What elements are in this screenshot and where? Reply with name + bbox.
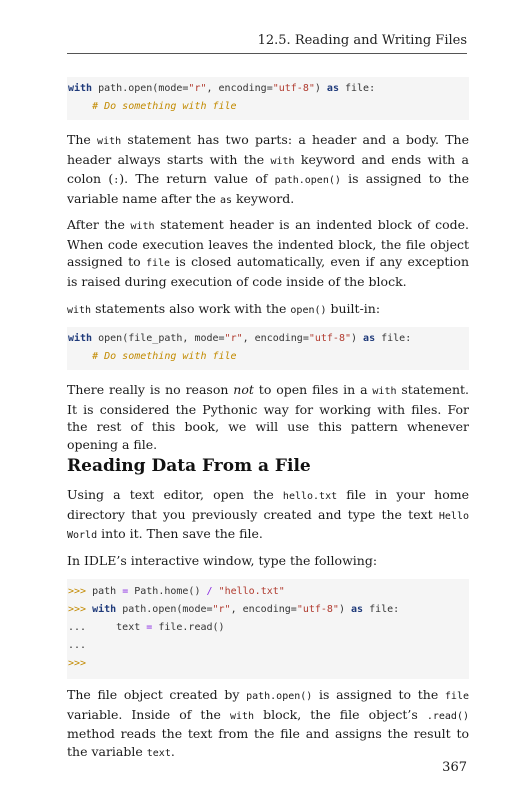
code-comment: # Do something with file (68, 101, 237, 112)
paragraph-idle-instructions: In IDLE’s interactive window, type the following: (67, 553, 378, 568)
code-line: with open(file_path, mode="r", encoding="utf-8") as file: (68, 333, 412, 344)
code-line: >>> path = Path.home() / "hello.txt" (68, 586, 285, 597)
header-rule (67, 53, 467, 54)
section-heading: Reading Data From a File (67, 456, 311, 476)
code-line: ... text = file.read() (68, 622, 225, 633)
code-line: >>> with path.open(mode="r", encoding="utf-8") as file: (68, 604, 400, 615)
code-line: >>> (68, 658, 87, 669)
code-block-with-path-open (67, 77, 469, 120)
code-line: with path.open(mode="r", encoding="utf-8") as file: (68, 83, 376, 94)
paragraph-open-builtin: with statements also work with the open() built-in: (67, 301, 381, 316)
page-number: 367 (442, 760, 467, 775)
paragraph-indented-block: After the with statement header is an indented block of code. When code execution leaves the indented block, the file object assigned to file is closed automatically, even if any exception is raised during execution of code inside of the block. (67, 217, 470, 289)
paragraph-pythonic-way: There really is no reason not to open files in a with statement. It is considered the Pythonic way for working with files. For the rest of this book, we will use this pattern whenever opening a file. (67, 382, 469, 452)
code-block-with-open (67, 327, 469, 370)
paragraph-with-statement-parts: The with statement has two parts: a header and a body. The header always starts with the with keyword and ends with a colon (:). The return value of path.open() is assigned to the variable name after the as keyword. (67, 132, 469, 206)
paragraph-file-object-read: The file object created by path.open() is assigned to the file variable. Inside of the with block, the file object’s .read() method reads the text from the file and assigns the result to the variable text. (67, 687, 469, 759)
code-comment: # Do something with file (68, 351, 237, 362)
code-block-interactive-session (67, 579, 469, 679)
paragraph-open-hello-txt: Using a text editor, open the hello.txt file in your home directory that you previously created and type the text Hello World into it. Then save the file. (67, 487, 469, 541)
code-line: ... (68, 640, 87, 651)
running-header: 12.5. Reading and Writing Files (257, 33, 467, 48)
